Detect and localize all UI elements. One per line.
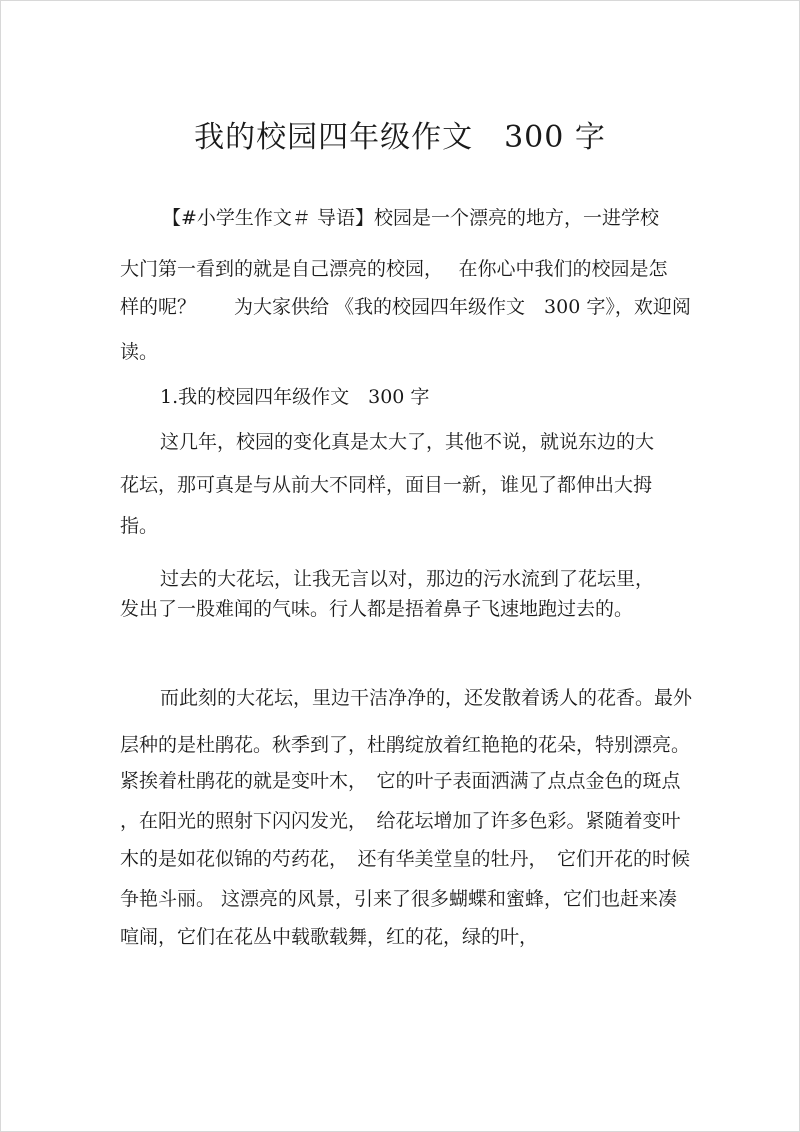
intro-line-4: 读。: [120, 341, 159, 363]
para1-line-2: 花坛，那可真是与从前大不同样，面目一新，谁见了都伸出大拇: [120, 474, 653, 496]
para3-line-5: 木的是如花似锦的芍药花， 还有华美堂皇的牡丹， 它们开花的时候: [120, 848, 691, 870]
para3-line-2: 层种的是杜鹃花。秋季到了，杜鹃绽放着红艳艳的花朵，特别漂亮。: [120, 734, 691, 756]
document-title: 我的校园四年级作文 300 字: [194, 120, 606, 155]
para3-line-6: 争艳斗丽。 这漂亮的风景，引来了很多蝴蝶和蜜蜂，它们也赶来凑: [120, 888, 678, 910]
intro-line-1: 【#小学生作文＃ 导语】校园是一个漂亮的地方，一进学校: [162, 207, 659, 229]
section-heading: 1.我的校园四年级作文 300 字: [160, 386, 430, 408]
para3-line-4: ，在阳光的照射下闪闪发光， 给花坛增加了许多色彩。紧随着变叶: [120, 810, 681, 832]
para1-line-1: 这几年，校园的变化真是太大了，其他不说，就说东边的大: [160, 431, 655, 453]
para1-line-3: 指。: [120, 515, 159, 537]
para2-line-2: 发出了一股难闻的气味。行人都是捂着鼻子飞速地跑过去的。: [120, 598, 634, 620]
para3-line-3: 紧挨着杜鹃花的就是变叶木， 它的叶子表面洒满了点点金色的斑点: [120, 770, 681, 792]
para3-line-7: 喧闹，它们在花丛中载歌载舞，红的花，绿的叶，: [120, 926, 539, 948]
intro-line-3: 样的呢？ 为大家供给 《我的校园四年级作文 300 字》，欢迎阅: [120, 296, 691, 318]
para3-line-1: 而此刻的大花坛，里边干洁净净的，还发散着诱人的花香。最外: [160, 687, 693, 709]
para2-line-1: 过去的大花坛，让我无言以对，那边的污水流到了花坛里，: [160, 568, 655, 590]
intro-line-2: 大门第一看到的就是自己漂亮的校园， 在你心中我们的校园是怎: [120, 258, 668, 280]
